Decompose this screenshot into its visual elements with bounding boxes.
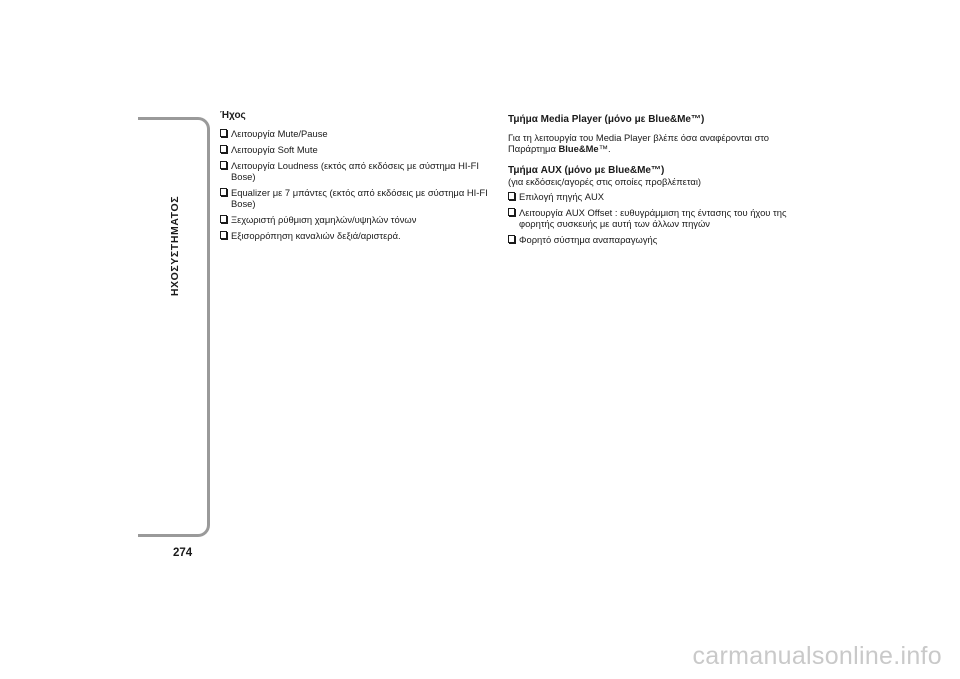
checkbox-bullet-icon xyxy=(508,235,515,243)
checkbox-bullet-icon xyxy=(220,161,227,169)
list-item xyxy=(220,128,490,139)
media-player-text: Για τη λειτουργία του Media Player βλέπε όσα αναφέρονται στο Παράρτημα xyxy=(508,132,770,154)
list-item-text: Ξεχωριστή ρύθμιση χαμηλών/υψηλών τόνων xyxy=(231,214,417,225)
list-item xyxy=(220,214,490,225)
list-item xyxy=(220,160,490,182)
list-item xyxy=(220,187,490,209)
media-player-tail: ™. xyxy=(598,143,611,154)
checkbox-bullet-icon xyxy=(220,145,227,153)
chapter-tab-frame xyxy=(138,117,210,537)
right-column xyxy=(508,114,788,250)
checkbox-bullet-icon xyxy=(508,192,515,200)
aux-heading: Τμήμα AUX (μόνο με Blue&Me™) xyxy=(508,165,665,176)
chapter-tab-title: ΗΧΟΣΥΣΤΗΜΑΤΟΣ xyxy=(169,195,181,297)
list-item-text: Equalizer με 7 μπάντες (εκτός από εκδόσεις με σύστημα HI-FI Bose) xyxy=(231,187,488,209)
blue-me-bold: Blue&Me xyxy=(558,143,599,154)
sound-feature-list xyxy=(220,128,490,241)
list-item xyxy=(508,207,788,229)
left-column xyxy=(220,110,490,246)
media-player-paragraph xyxy=(508,132,788,154)
list-item-text: Λειτουργία Soft Mute xyxy=(231,144,318,155)
aux-note: (για εκδόσεις/αγορές στις οποίες προβλέπεται) xyxy=(508,176,702,187)
list-item-text: Λειτουργία Mute/Pause xyxy=(231,128,328,139)
list-item xyxy=(220,230,490,241)
checkbox-bullet-icon xyxy=(220,231,227,239)
aux-feature-list xyxy=(508,191,788,245)
list-item xyxy=(508,191,788,202)
sound-heading: Ήχος xyxy=(220,110,246,121)
checkbox-bullet-icon xyxy=(220,188,227,196)
list-item-text: Λειτουργία AUX Offset : ευθυγράμμιση της έντασης του ήχου της φορητής συσκευής με αυτή των άλλων πηγών xyxy=(519,207,787,229)
list-item-text: Επιλογή πηγής AUX xyxy=(519,191,605,202)
checkbox-bullet-icon xyxy=(220,215,227,223)
checkbox-bullet-icon xyxy=(508,208,515,216)
list-item-text: Φορητό σύστημα αναπαραγωγής xyxy=(519,234,658,245)
media-player-heading: Τμήμα Media Player (μόνο με Blue&Me™) xyxy=(508,114,705,125)
page-number: 274 xyxy=(173,547,193,559)
list-item xyxy=(220,144,490,155)
list-item-text: Λειτουργία Loudness (εκτός από εκδόσεις με σύστημα HI-FI Bose) xyxy=(231,160,479,182)
list-item-text: Εξισορρόπηση καναλιών δεξιά/αριστερά. xyxy=(231,230,401,241)
list-item xyxy=(508,234,788,245)
checkbox-bullet-icon xyxy=(220,129,227,137)
watermark-text: carmanualsonline.info xyxy=(692,642,942,670)
